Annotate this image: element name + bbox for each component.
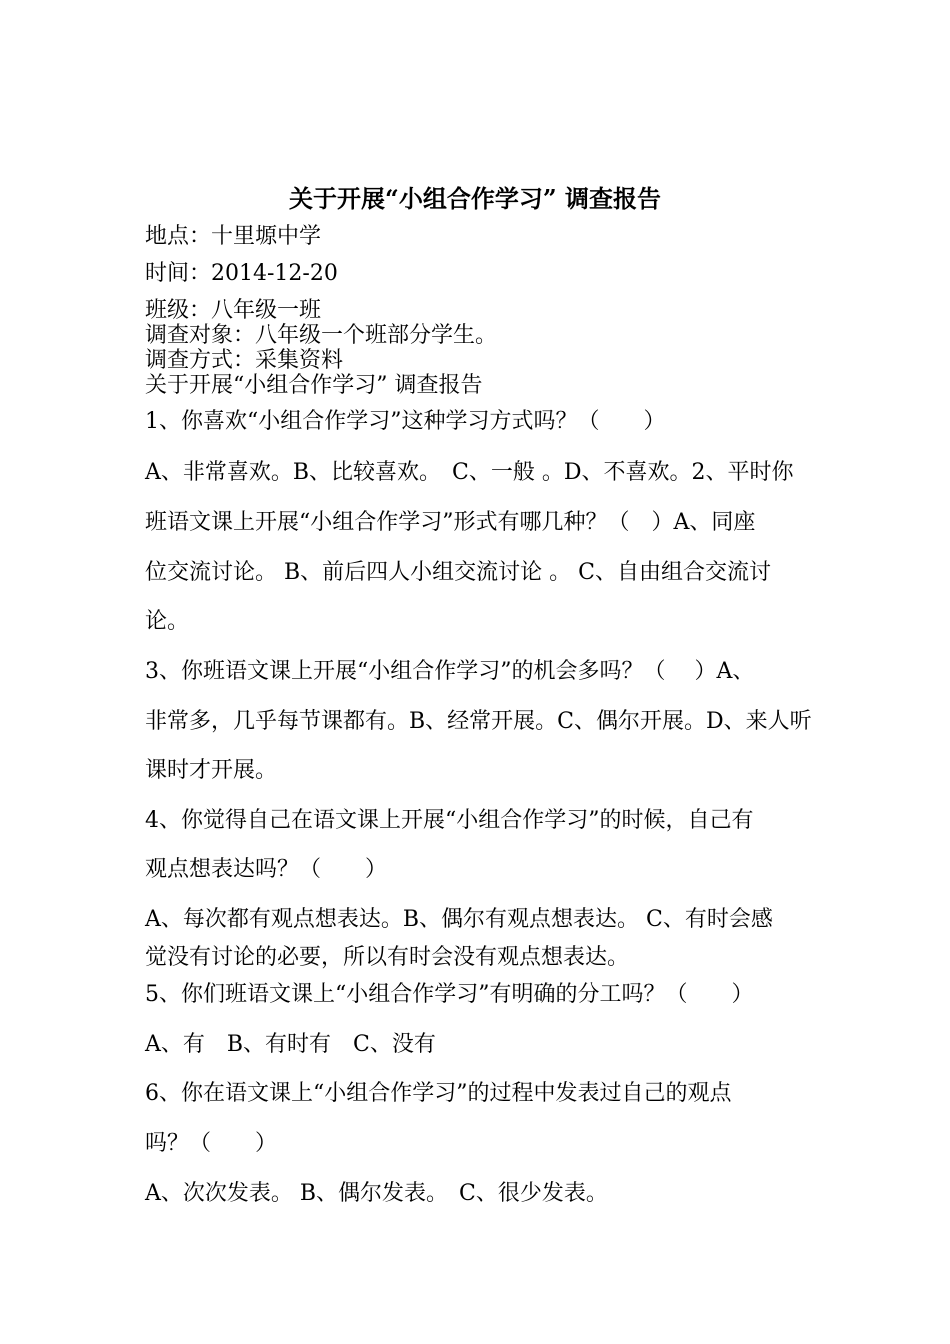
body-line: 1、你喜欢“小组合作学习”这种学习方式吗？（ ） [145, 409, 666, 434]
meta-location: 地点：十里塬中学 [145, 224, 322, 249]
meta-subject: 调查对象：八年级一个班部分学生。 [145, 323, 498, 348]
meta-method: 调查方式：采集资料 [145, 348, 344, 373]
meta-class: 班级：八年级一班 [145, 298, 322, 323]
body-line: A、非常喜欢。B、比较喜欢。 C、一般 。D、不喜欢。2、平时你 [145, 460, 794, 485]
body-line: A、每次都有观点想表达。B、偶尔有观点想表达。 C、有时会感 [145, 907, 773, 932]
body-line: A、有 B、有时有 C、没有 [145, 1032, 436, 1057]
body-line: 位交流讨论。 B、前后四人小组交流讨论 。 C、自由组合交流讨 [145, 560, 771, 585]
body-line: 3、你班语文课上开展“小组合作学习”的机会多吗？（ ）A、 [145, 659, 755, 684]
body-line: 非常多，几乎每节课都有。B、经常开展。C、偶尔开展。D、来人听 [145, 709, 812, 734]
body-line: 论。 [145, 609, 190, 634]
body-line: 5、你们班语文课上“小组合作学习”有明确的分工吗？（ ） [145, 982, 754, 1007]
body-line: 6、你在语文课上“小组合作学习”的过程中发表过自己的观点 [145, 1081, 732, 1106]
document-title: 关于开展“小组合作学习” 调查报告 [289, 184, 661, 213]
body-line: 觉没有讨论的必要，所以有时会没有观点想表达。 [145, 945, 630, 970]
body-line: 4、你觉得自己在语文课上开展“小组合作学习”的时候，自己有 [145, 808, 754, 833]
meta-repeat-title: 关于开展“小组合作学习” 调查报告 [145, 373, 483, 398]
body-line: 班语文课上开展“小组合作学习”形式有哪几种？（ ）A、同座 [145, 510, 756, 535]
body-line: 吗？（ ） [145, 1131, 278, 1156]
body-line: 课时才开展。 [145, 758, 278, 783]
meta-time: 时间：2014-12-20 [145, 261, 338, 286]
body-line: 观点想表达吗？（ ） [145, 857, 388, 882]
body-line: A、次次发表。 B、偶尔发表。 C、很少发表。 [145, 1181, 608, 1206]
